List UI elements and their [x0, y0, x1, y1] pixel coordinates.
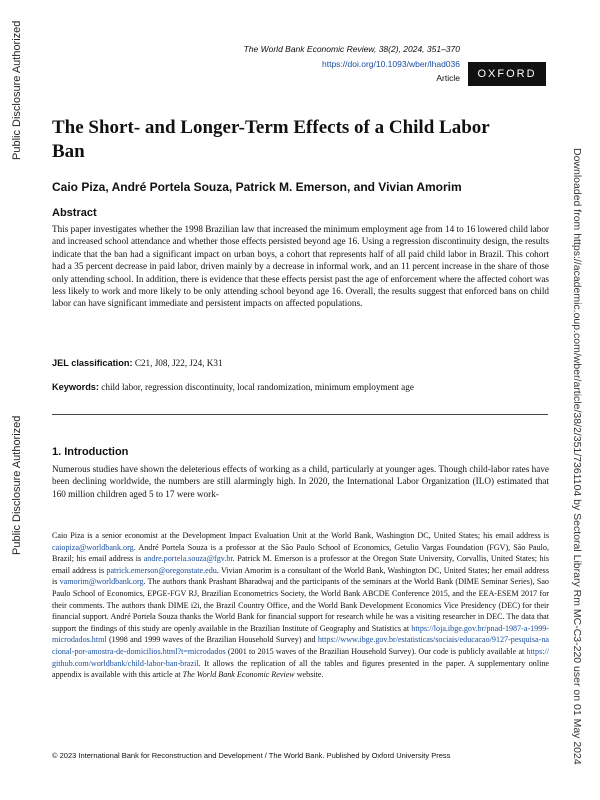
download-note: Downloaded from https://academic.oup.com/wber/article/38/2/351/7361104 by Sectoral Library Rm MC-C3-220 user on 01 May 2024 — [571, 148, 583, 765]
jel-label: JEL classification: — [52, 358, 133, 368]
footnote-text-7: (2001 to 2015 waves of the Brazilian Household Survey). Our code is publicly available at — [225, 646, 527, 656]
oxford-logo: OXFORD — [468, 62, 546, 86]
data-link-pnad-2001[interactable]: https://www.ibge.gov.br/estatisticas/sociais/educacao/9127-pesquisa-nacional-por-amostra-de-domicilios.html?t=microdados — [52, 635, 549, 656]
footnote-text-2: . André Portela Souza is a professor at the São Paulo School of Economics, Getulio Vargas Foundation (FGV), São Paulo, Brazil; his email address is — [52, 542, 549, 564]
intro-heading: 1. Introduction — [52, 446, 129, 458]
paper-title — [52, 116, 552, 164]
copyright-notice: © 2023 International Bank for Reconstruction and Development / The World Bank. Published by Oxford University Press — [52, 751, 451, 760]
footnote-text-5: . The authors thank Prashant Bharadwaj and the participants of the seminars at the World Bank (DIME Seminar Series), Sao Paulo School of Economics, EPGE-FGV RJ, Brazilian Econometrics Society, the World Bank ABCDE Conference 2015, and the EEA-ESEM 2017 for their comments. The authors thank DIME i2i, the Brazil Country Office, and the World Bank Development Economics Vice Presidency (DEC) for their financial support. André Portela Souza thanks the World Bank for financial support for research while he was a visiting researcher in DEC. The data that support the findings of this study are openly available in the Brazilian Institute of Geography and Statistics at — [52, 577, 549, 633]
title-line-1: The Short- and Longer-Term Effects of a Child Labor — [52, 117, 490, 138]
section-divider — [52, 414, 548, 415]
jel-classification — [52, 358, 223, 368]
email-link-emerson[interactable]: patrick.emerson@oregonstate.edu — [106, 565, 217, 575]
keywords-text: child labor, regression discontinuity, local randomization, minimum employment age — [101, 382, 414, 392]
footnote-text-3: . Patrick M. Emerson is a professor at the Oregon State University, Corvallis, United States; his email address is — [52, 554, 549, 575]
footnote-text-1: Caio Piza is a senior economist at the Development Impact Evaluation Unit at the World Bank, Washington DC, United States; his email address is — [52, 531, 549, 540]
abstract-heading: Abstract — [52, 207, 97, 219]
intro-text: Numerous studies have shown the deleterious effects of working as a child, particularly at younger ages. Though child-labor rates have been declining worldwide, the numbers are still alarmingly high. In 2020, the International Labor Organization (ILO) estimated that 160 million children aged 5 to 17 were work- — [52, 464, 549, 499]
title-line-2: Ban — [52, 141, 85, 162]
journal-citation: The World Bank Economic Review, 38(2), 2024, 351–370 — [243, 44, 460, 54]
github-link[interactable]: https://github.com/worldbank/child-labor-ban-brazil — [52, 646, 549, 668]
email-link-piza[interactable]: caiopiza@worldbank.org — [52, 542, 134, 552]
data-link-pnad-1987[interactable]: https://loja.ibge.gov.br/pnad-1987-a-1999-microdados.html — [52, 623, 549, 645]
email-link-souza[interactable]: andre.portela.souza@fgv.br — [143, 554, 233, 564]
footnote-text-9: website. — [294, 670, 324, 680]
jel-codes: C21, J08, J22, J24, K31 — [134, 358, 223, 368]
author-footnote — [52, 530, 549, 681]
disclosure-label-bottom: Public Disclosure Authorized — [11, 415, 23, 555]
keywords-line — [52, 382, 414, 392]
abstract-text: This paper investigates whether the 1998 Brazilian law that increased the minimum employment age from 14 to 16 lowered child labor and increased school attendance and whether those effects persisted beyond age 16. Using a regression discontinuity design, the results indicate that the ban had a significant impact on urban boys, a cohort that represents half of all paid child labor in Brazil. This cohort had a 35 percent decrease in paid labor, driven mainly by a decrease in informal work, and an 11 percent increase in the share of those only attending school. In addition, there is evidence that these effects persist past the age of enforcement where the affected cohort was less likely to work and more likely to be only attending school beyond age 16. Overall, the results suggest that enforced bans on child labor can have significant immediate and persistent impacts on affected populations. — [52, 224, 549, 309]
doi-link[interactable]: https://doi.org/10.1093/wber/lhad036 — [322, 59, 460, 69]
keywords-label: Keywords: — [52, 382, 99, 392]
author-list: Caio Piza, André Portela Souza, Patrick M. Emerson, and Vivian Amorim — [52, 180, 462, 194]
email-link-amorim[interactable]: vamorim@worldbank.org — [59, 577, 144, 587]
disclosure-label-top: Public Disclosure Authorized — [11, 20, 23, 160]
footnote-text-4: . Vivian Amorim is a consultant of the World Bank, Washington DC, United States; her email address is — [52, 565, 549, 587]
footnote-text-8: . It allows the replication of all the tables and figures presented in the paper. A supplementary online appendix is available with this article at — [52, 658, 549, 680]
article-type: Article — [436, 73, 460, 83]
journal-name-italic: The World Bank Economic Review — [182, 670, 295, 680]
footnote-text-6: (1998 and 1999 waves of the Brazilian Household Survey) and — [106, 635, 318, 645]
